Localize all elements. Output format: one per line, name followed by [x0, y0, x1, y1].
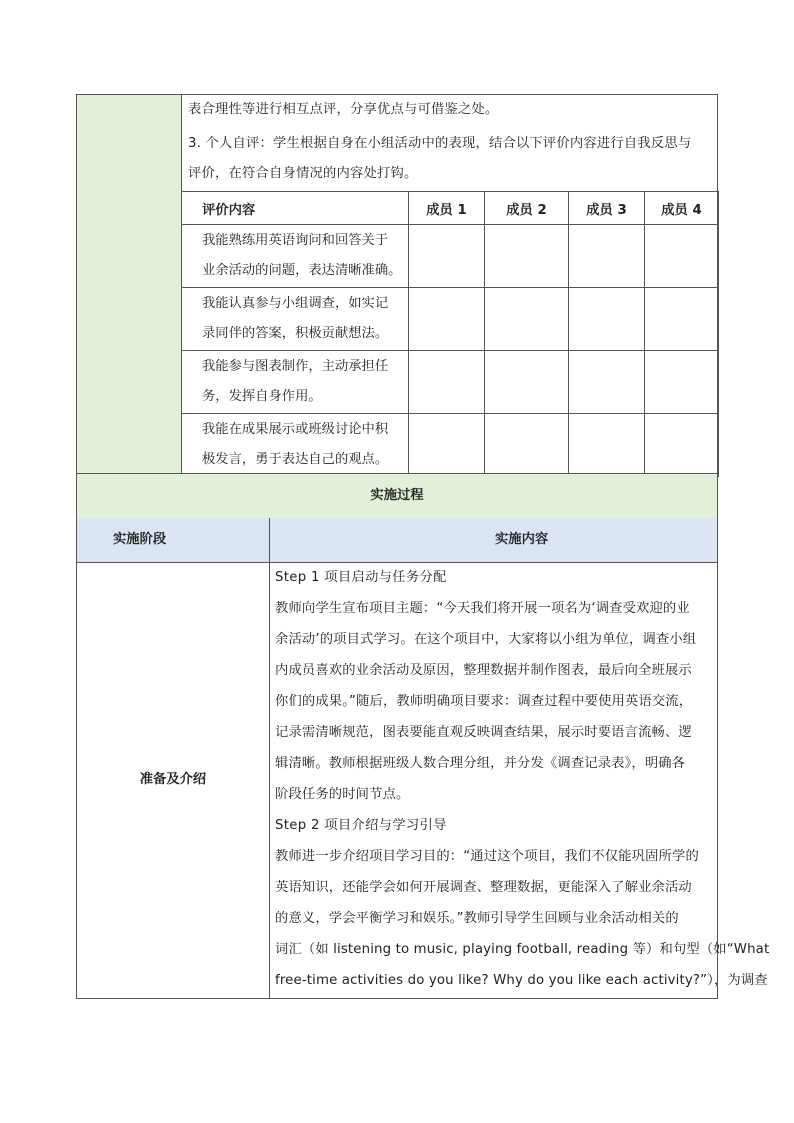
table-row — [182, 225, 719, 288]
evaluation-intro-line-1: 表合理性等进行相互点评，分享优点与可借鉴之处。 — [188, 102, 499, 117]
evaluation-section — [76, 94, 718, 474]
header-stage: 实施阶段 — [113, 532, 167, 547]
header-member-3: 成员 3 — [569, 192, 645, 225]
criteria-text: 录同伴的答案，积极贡献想法。 — [202, 326, 389, 341]
content-line: 英语知识，还能学会如何开展调查、整理数据，更能深入了解业余活动 — [275, 880, 692, 895]
criteria-cell — [182, 351, 409, 414]
stage-content — [275, 562, 770, 996]
criteria-cell — [182, 414, 409, 477]
content-line: Step 2 项目介绍与学习引导 — [275, 818, 447, 833]
check-cell[interactable] — [409, 225, 485, 288]
check-cell[interactable] — [409, 351, 485, 414]
content-line: 教师向学生宣布项目主题：“今天我们将开展一项名为‘调查受欢迎的业 — [275, 601, 690, 616]
table-row — [182, 288, 719, 351]
evaluation-intro-line-3: 评价，在符合自身情况的内容处打钩。 — [188, 166, 418, 181]
column-divider — [269, 518, 270, 998]
header-member-1: 成员 1 — [409, 192, 485, 225]
check-cell[interactable] — [569, 351, 645, 414]
criteria-text: 我能参与图表制作，主动承担任 — [202, 359, 389, 374]
evaluation-side-column — [77, 95, 182, 473]
content-line: 余活动’的项目式学习。在这个项目中，大家将以小组为单位，调查小组 — [275, 632, 697, 647]
check-cell[interactable] — [569, 225, 645, 288]
process-header-row — [77, 518, 717, 563]
content-line: 教师进一步介绍项目学习目的：“通过这个项目，我们不仅能巩固所学的 — [275, 849, 699, 864]
content-line: 记录需清晰规范，图表要能直观反映调查结果，展示时要语言流畅、逻 — [275, 725, 692, 740]
check-cell[interactable] — [569, 288, 645, 351]
content-line: 阶段任务的时间节点。 — [275, 787, 410, 802]
implementation-process-section — [76, 473, 770, 999]
content-line: Step 1 项目启动与任务分配 — [275, 570, 447, 585]
header-member-4: 成员 4 — [645, 192, 719, 225]
check-cell[interactable] — [485, 225, 569, 288]
content-line: free-time activities do you like? Why do you like each activity?”），为调查 — [275, 973, 768, 988]
section-title: 实施过程 — [77, 474, 717, 519]
stage-name: 准备及介绍 — [139, 772, 207, 787]
criteria-text: 业余活动的问题，表达清晰准确。 — [202, 263, 402, 278]
check-cell[interactable] — [645, 351, 719, 414]
check-cell[interactable] — [645, 225, 719, 288]
content-line: 内成员喜欢的业余活动及原因，整理数据并制作图表，最后向全班展示 — [275, 663, 692, 678]
header-criteria: 评价内容 — [182, 192, 409, 225]
criteria-cell — [182, 288, 409, 351]
check-cell[interactable] — [485, 351, 569, 414]
check-cell[interactable] — [409, 288, 485, 351]
header-member-2: 成员 2 — [485, 192, 569, 225]
content-line: 你们的成果。”随后，教师明确项目要求：调查过程中要使用英语交流， — [275, 694, 693, 709]
evaluation-intro-line-2: 3. 个人自评：学生根据自身在小组活动中的表现，结合以下评价内容进行自我反思与 — [188, 136, 692, 151]
content-line: 辑清晰。教师根据班级人数合理分组，并分发《调查记录表》，明确各 — [275, 756, 686, 771]
criteria-text: 极发言，勇于表达自己的观点。 — [202, 452, 389, 467]
check-cell[interactable] — [409, 414, 485, 477]
content-line: 词汇（如 listening to music, playing football, reading 等）和句型（如“What — [275, 942, 770, 957]
check-cell[interactable] — [645, 414, 719, 477]
criteria-text: 我能熟练用英语询问和回答关于 — [202, 233, 389, 248]
header-content: 实施内容 — [495, 532, 549, 547]
criteria-text: 我能认真参与小组调查，如实记 — [202, 296, 389, 311]
check-cell[interactable] — [645, 288, 719, 351]
table-header-row — [182, 192, 719, 225]
table-row — [182, 414, 719, 477]
check-cell[interactable] — [485, 288, 569, 351]
check-cell[interactable] — [569, 414, 645, 477]
self-evaluation-table — [181, 191, 719, 477]
criteria-text: 我能在成果展示或班级讨论中积 — [202, 422, 389, 437]
check-cell[interactable] — [485, 414, 569, 477]
criteria-text: 务，发挥自身作用。 — [202, 389, 322, 404]
content-line: 的意义，学会平衡学习和娱乐。”教师引导学生回顾与业余活动相关的 — [275, 911, 679, 926]
table-row — [182, 351, 719, 414]
criteria-cell — [182, 225, 409, 288]
